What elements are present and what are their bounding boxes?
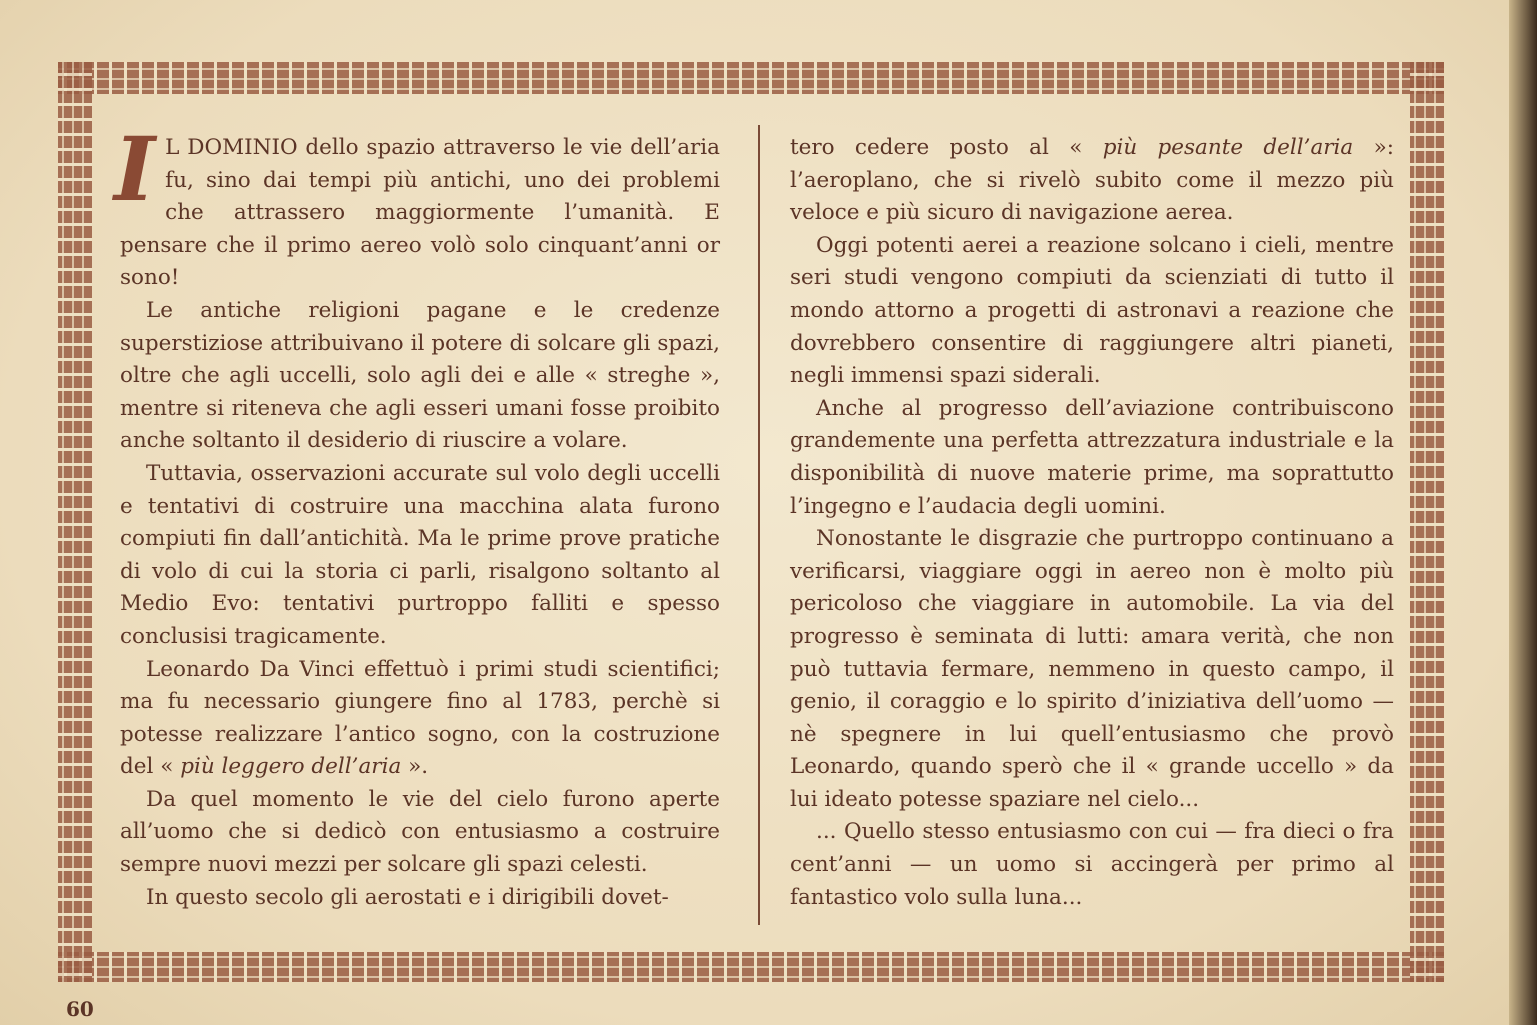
- paragraph-7: [790, 132, 1394, 230]
- page-edge-shadow: [1509, 0, 1537, 1025]
- paragraph-6: In questo secolo gli aerostati e i dirigibili dovet-: [146, 884, 669, 910]
- paragraph-4-italic: più leggero dell’aria: [180, 754, 402, 780]
- ornament-border-right: [1410, 62, 1444, 982]
- ornament-border-left: [58, 62, 92, 982]
- paragraph-10: Nonostante le disgrazie che purtroppo continuano a verificarsi, viaggiare oggi in aereo non è molto più pericoloso che viaggiare in automobile. La via del progresso è seminata di lutti: amara verità, che non può tuttavia fermare, nemmeno in questo campo, il genio, il coraggio e lo spirito d’iniziativa dell’uomo — nè spegnere in lui quell’entusiasmo che provò Leonardo, quando sperò che il « grande uccello » da lui ideato potesse spaziare nel cielo...: [790, 526, 1394, 812]
- paragraph-4-text-b: ».: [401, 754, 429, 780]
- paragraph-3: Tuttavia, osservazioni accurate sul volo degli uccelli e tentativi di costruire una macchina alata furono compiuti fin dall’antichità. Ma le prime prove pratiche di volo di cui la storia ci parli, risalgono soltanto al Medio Evo: tentativi purtroppo falliti e spesso conclusisi tragicamente.: [120, 460, 720, 649]
- paragraph-7-italic: più pesante dell’aria: [1102, 135, 1354, 160]
- paragraph-11: ... Quello stesso entusiasmo con cui — fra dieci o fra cent’anni — un uomo si accingerà per primo al fantastico volo sulla luna...: [790, 819, 1394, 910]
- paragraph-1-text: L DOMINIO dello spazio attraverso le vie dell’aria fu, sino dai tempi più antichi, uno dei problemi che attrassero maggiormente l’umanità. E pensare che il primo aereo volò solo cinquant’anni or sono!: [120, 135, 720, 291]
- text-column-right: [790, 132, 1394, 914]
- paragraph-9: Anche al progresso dell’aviazione contribuiscono grandemente una perfetta attrezzatura industriale e la disponibilità di nuove materie prime, ma soprattutto l’ingegno e l’audacia degli uomini.: [790, 395, 1394, 519]
- ornament-border-bottom: [58, 952, 1444, 982]
- ornament-border-top: [58, 62, 1444, 94]
- paragraph-5: Da quel momento le vie del cielo furono aperte all’uomo che si dedicò con entusiasmo a costruire sempre nuovi mezzi per solcare gli spazi celesti.: [120, 786, 720, 878]
- paragraph-4: [120, 654, 720, 784]
- paragraph-2: Le antiche religioni pagane e le credenze superstiziose attribuivano il potere di solcare gli spazi, oltre che agli uccelli, solo agli dei e alle « streghe », mentre si riteneva che agli esseri umani fosse proibito anche soltanto il desiderio di riuscire a volare.: [120, 297, 720, 454]
- text-column-left: [114, 117, 720, 914]
- drop-cap: I: [114, 117, 156, 221]
- paragraph-7-text-b: »: l’aeroplano, che si rivelò subito come il mezzo più veloce e più sicuro di navigazione aerea.: [790, 135, 1394, 226]
- paragraph-8: Oggi potenti aerei a reazione solcano i cieli, mentre seri studi vengono compiuti da scienziati di tutto il mondo attorno a progetti di astronavi a reazione che dovrebbero consentire di raggiungere altri pianeti, negli immensi spazi siderali.: [790, 232, 1394, 389]
- page-number: 60: [66, 997, 94, 1021]
- paragraph-7-text-a: tero cedere posto al «: [790, 135, 1103, 160]
- column-divider: [758, 125, 760, 925]
- paragraph-1: [114, 117, 720, 295]
- paragraph-4-text-a: Leonardo Da Vinci effettuò i primi studi scientifici; ma fu necessario giungere fino al 1783, perchè si potesse realizzare l’antico sogno, con la costruzione del «: [120, 656, 720, 780]
